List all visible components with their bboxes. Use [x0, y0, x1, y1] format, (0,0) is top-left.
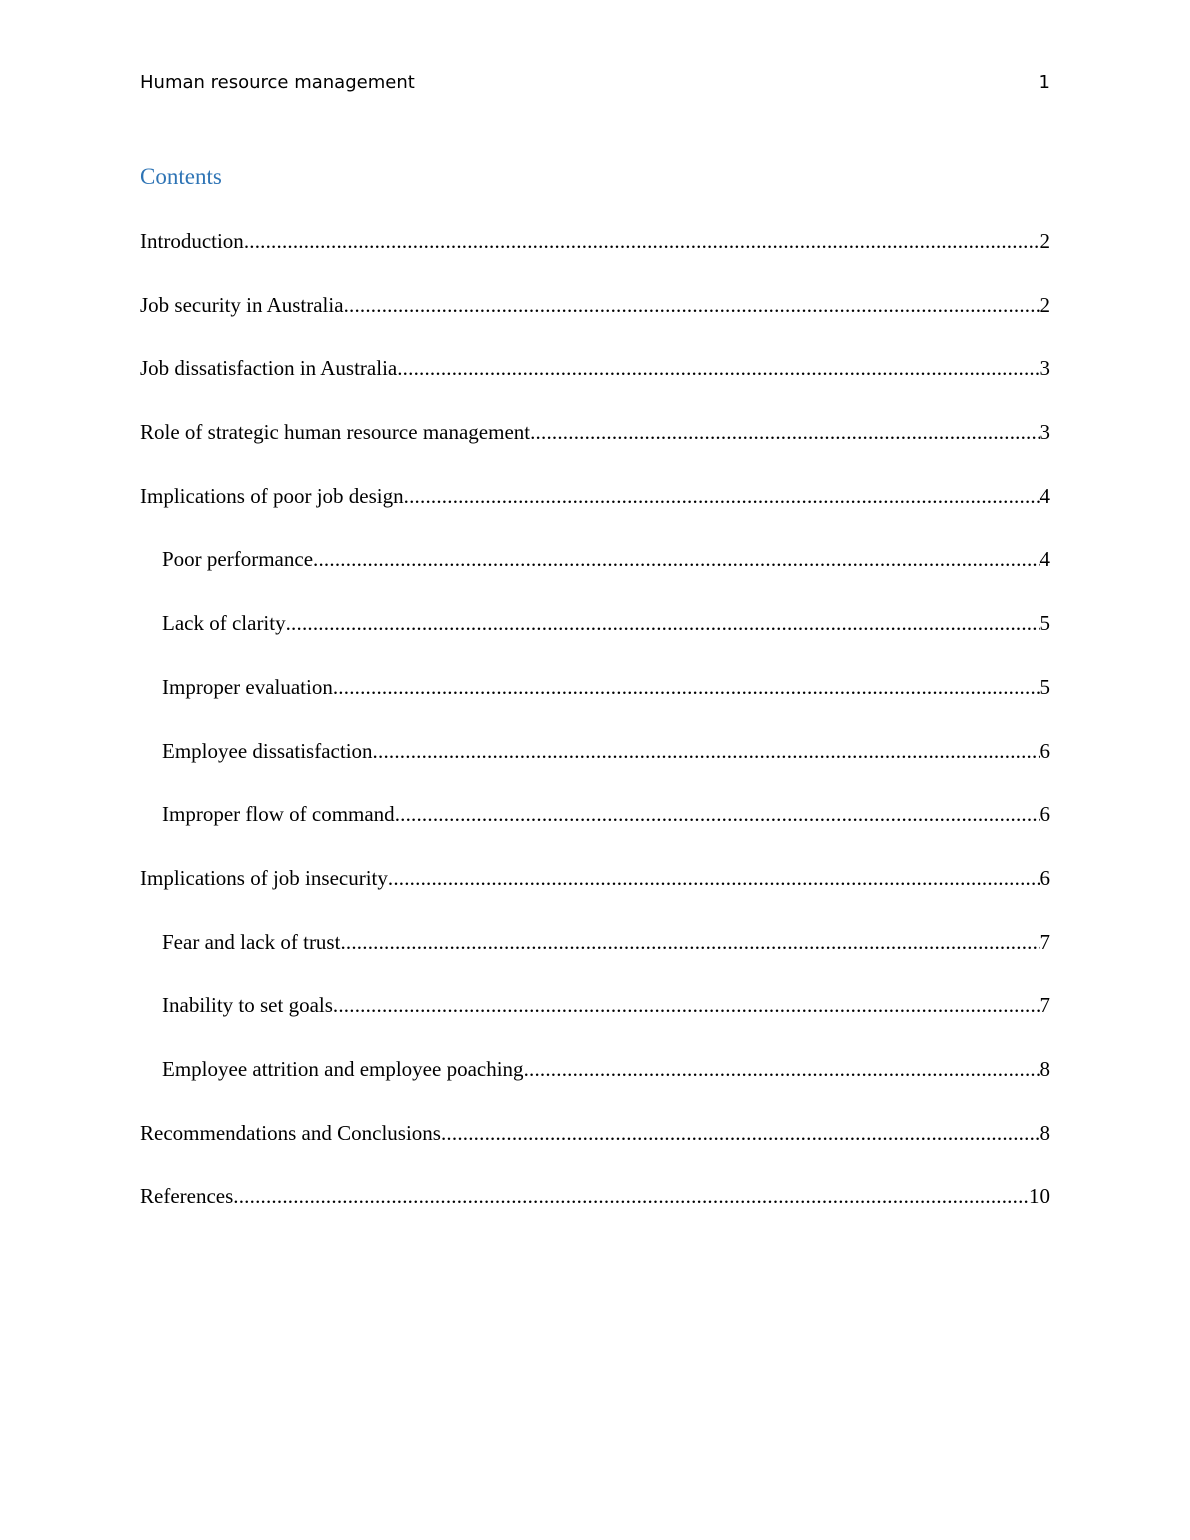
toc-dot-leader [395, 797, 1040, 831]
page-header [140, 70, 1050, 96]
toc-dot-leader [244, 224, 1040, 258]
toc-entry-page: 7 [1039, 929, 1050, 954]
contents-heading: Contents [140, 164, 222, 189]
toc-dot-leader [333, 988, 1040, 1022]
toc-entry-label: Implications of poor job design [140, 483, 404, 508]
toc-entry-label: Introduction [140, 229, 244, 253]
toc-entry-job-insecurity[interactable] [140, 861, 1050, 925]
toc-dot-leader [340, 925, 1039, 959]
toc-entry-role-of-shrm[interactable] [140, 415, 1050, 479]
toc-entry-label: Lack of clarity [162, 611, 286, 636]
toc-entry-employee-dissatisfaction[interactable] [140, 734, 1050, 798]
header-title: Human resource management [140, 72, 415, 93]
toc-entry-poor-performance[interactable] [140, 542, 1050, 606]
toc-entry-introduction[interactable] [140, 224, 1050, 288]
toc-entry-label: Employee attrition and employee poaching [162, 1056, 524, 1081]
toc-entry-page: 8 [1039, 1120, 1050, 1145]
toc-entry-label: Employee dissatisfaction [162, 738, 373, 763]
toc-dot-leader [373, 734, 1040, 768]
table-of-contents [140, 224, 1050, 1243]
toc-dot-leader [344, 288, 1040, 322]
toc-entry-label: Job dissatisfaction in Australia [140, 356, 398, 381]
toc-entry-label: Inability to set goals [162, 993, 333, 1018]
toc-entry-page: 4 [1039, 483, 1050, 508]
toc-entry-page: 7 [1039, 993, 1050, 1018]
toc-entry-inability-to-set-goals[interactable] [140, 988, 1050, 1052]
toc-entry-job-security[interactable] [140, 288, 1050, 352]
toc-entry-references[interactable] [140, 1179, 1050, 1243]
toc-dot-leader [441, 1116, 1040, 1150]
toc-entry-page: 10 [1029, 1184, 1050, 1209]
toc-entry-label: Recommendations and Conclusions [140, 1120, 441, 1145]
toc-entry-label: Implications of job insecurity [140, 865, 388, 890]
toc-entry-label: Job security in Australia [140, 292, 344, 317]
toc-entry-page: 3 [1039, 420, 1050, 445]
toc-entry-page: 6 [1039, 865, 1050, 890]
toc-dot-leader [530, 415, 1039, 449]
toc-entry-label: Fear and lack of trust [162, 929, 341, 954]
toc-entry-attrition-and-poaching[interactable] [140, 1052, 1050, 1116]
toc-entry-label: Role of strategic human resource management [140, 420, 531, 445]
toc-dot-leader [397, 351, 1039, 385]
toc-entry-page: 3 [1039, 356, 1050, 381]
toc-entry-label: Poor performance [162, 547, 314, 572]
toc-dot-leader [333, 670, 1040, 704]
toc-entry-job-dissatisfaction[interactable] [140, 351, 1050, 415]
toc-entry-page: 8 [1039, 1056, 1050, 1081]
header-page-number: 1 [1038, 72, 1050, 93]
toc-entry-improper-evaluation[interactable] [140, 670, 1050, 734]
toc-dot-leader [233, 1179, 1029, 1213]
toc-dot-leader [404, 479, 1040, 513]
toc-entry-fear-and-lack-of-trust[interactable] [140, 925, 1050, 989]
toc-entry-improper-flow-of-command[interactable] [140, 797, 1050, 861]
toc-entry-page: 6 [1039, 802, 1050, 827]
toc-entry-poor-job-design[interactable] [140, 479, 1050, 543]
toc-entry-page: 5 [1039, 674, 1050, 699]
toc-entry-page: 6 [1039, 738, 1050, 763]
toc-dot-leader [524, 1052, 1040, 1086]
toc-entry-recommendations[interactable] [140, 1116, 1050, 1180]
toc-dot-leader [313, 542, 1039, 576]
toc-entry-label: Improper flow of command [162, 802, 395, 827]
toc-entry-page: 4 [1039, 547, 1050, 572]
toc-entry-label: Improper evaluation [162, 674, 333, 699]
toc-entry-page: 5 [1039, 611, 1050, 636]
toc-entry-page: 2 [1039, 292, 1050, 317]
toc-entry-label: References [140, 1184, 234, 1209]
toc-dot-leader [388, 861, 1040, 895]
toc-entry-page: 2 [1039, 229, 1050, 253]
toc-dot-leader [286, 606, 1040, 640]
toc-entry-lack-of-clarity[interactable] [140, 606, 1050, 670]
